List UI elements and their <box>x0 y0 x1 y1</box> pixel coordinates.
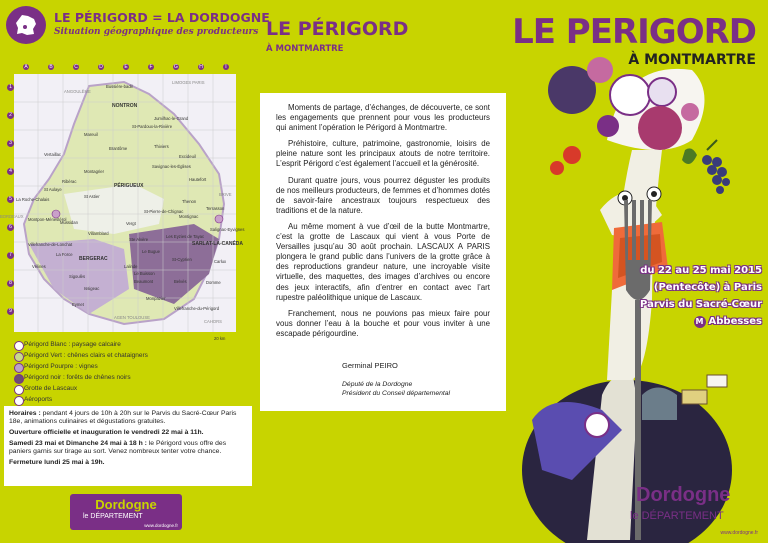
map-row-2: 2 <box>7 112 14 119</box>
legend-label: Grotte de Lascaux <box>24 385 78 392</box>
map-row-5: 5 <box>7 196 14 203</box>
map-label-villamblard: Villamblard <box>88 231 109 236</box>
map-column-b: B <box>49 64 53 70</box>
map-label-limoges: LIMOGES PARIS <box>172 80 205 85</box>
map-label-savignac: Savignac-les-Églises <box>152 164 191 169</box>
event-dates <box>640 262 762 330</box>
signature-role2: Président du Conseil départemental <box>342 390 451 397</box>
map-label-beaumont: Beaumont <box>134 279 154 284</box>
legend-swatch <box>14 396 24 406</box>
signature-name: Germinal PEIRO <box>342 361 398 370</box>
samedi-label: Samedi 23 mai et Dimanche 24 mai à 18 h : <box>9 440 147 447</box>
panel2-subtitle: À MONTMARTRE <box>266 44 344 54</box>
map-label-carlux: Carlux <box>214 259 227 264</box>
map-column-c: C <box>74 64 78 70</box>
map-label-thenon: Thenon <box>182 199 197 204</box>
map-label-villefranche-p: Villefranche-du-Périgord <box>174 306 220 311</box>
map-label-excideuil: Excideuil <box>179 154 196 159</box>
map-label-salignac: Salignac-Eyvignes <box>210 227 245 232</box>
fermeture-text: Fermeture lundi 25 mai à 19h. <box>9 459 105 466</box>
map-column-e: E <box>124 64 128 70</box>
map-label-terrasson: Terrasson <box>206 206 225 211</box>
map-label-la-force: La Force <box>56 252 73 257</box>
logo-sub: le DÉPARTEMENT <box>83 513 143 520</box>
map-label-monpazier: Monpazier <box>146 296 166 301</box>
panel3-title: LE PERIGORD <box>512 12 756 52</box>
legend-item <box>24 385 77 392</box>
map-label-mussidan: Mussidan <box>60 220 78 225</box>
map-label-roche-chalais: La Roche-Chalais <box>16 197 50 202</box>
map-column-g: G <box>174 64 178 70</box>
map-label-lalinde: Lalinde <box>124 264 138 269</box>
map-label-perigueux: PÉRIGUEUX <box>114 183 144 189</box>
map-column-f: F <box>149 64 153 70</box>
map-label-vertaillac: Vertaillac <box>44 152 61 157</box>
metro-line <box>640 313 762 330</box>
map-label-brantome: Brantôme <box>109 146 128 151</box>
dates-line: du 22 au 25 mai 2015 <box>640 265 762 276</box>
france-map-icon <box>6 6 46 44</box>
map-column-h: H <box>199 64 203 70</box>
map-row-8: 8 <box>7 280 14 287</box>
map-label-brive: BRIVE <box>219 192 232 197</box>
dordogne-logo-cover <box>624 480 764 538</box>
map-row-4: 4 <box>7 168 14 175</box>
map-row-9: 9 <box>7 308 14 315</box>
map-label-thiviers: Thiviers <box>154 144 169 149</box>
legend-swatch <box>14 374 24 384</box>
logo-url: www.dordogne.fr <box>720 530 758 536</box>
map-row-3: 3 <box>7 140 14 147</box>
map-label-angouleme: ANGOULÊME <box>64 89 91 94</box>
logo-name: Dordogne <box>636 484 731 506</box>
map-label-st-aulaye: St Aulaye <box>44 187 62 192</box>
letter-paragraph: Préhistoire, culture, patrimoine, gastronomie, loisirs de pleine nature sont les principaux atouts de notre territoire. L’esprit Périgord c’est également l’accueil et la générosité. <box>276 139 490 169</box>
map-label-velines: Vélines <box>32 264 46 269</box>
legend-label: Périgord noir : forêts de chênes noirs <box>24 374 131 381</box>
map-label-st-cyprien: St-Cyprien <box>172 257 192 262</box>
map-column-d: D <box>99 64 103 70</box>
legend-label: Périgord Vert : chênes clairs et chataigners <box>24 352 148 359</box>
map-label-cahors: CAHORS <box>204 319 222 324</box>
map-label-le-buisson: Le Buisson <box>134 271 155 276</box>
map-label-bergerac: BERGERAC <box>79 256 108 262</box>
logo-sub: le DÉPARTEMENT <box>630 510 724 522</box>
map-label-domme: Domme <box>206 280 221 285</box>
map-row-1: 1 <box>7 84 14 91</box>
map-label-bussiere: Bussière-badil <box>106 84 133 89</box>
logo-name: Dordogne <box>95 497 157 512</box>
legend-label: Périgord Pourpre : vignes <box>24 363 98 370</box>
map-label-st-astier: St Astier <box>84 194 100 199</box>
map-row-6: 6 <box>7 224 14 231</box>
samedi-text: le Périgord vous offre des paniers garnis sur tirage au sort. Venez nombreux tenter votre chance. <box>9 440 227 455</box>
map-panel <box>0 0 270 543</box>
map-label-riberac: Ribérac <box>62 179 77 184</box>
legend-item <box>24 352 148 359</box>
map-label-agen: AGEN TOULOUSE <box>114 315 150 320</box>
metro-station: Abbesses <box>708 316 762 327</box>
letter-body <box>276 103 490 345</box>
map-label-saint-pardoux: St-Pardoux-la-Rivière <box>132 124 173 129</box>
legend-item <box>24 396 52 403</box>
legend-label: Aéroports <box>24 396 53 403</box>
letter-paragraph: Durant quatre jours, vous pourrez déguster les produits de nos meilleurs producteurs, de femmes et d’hommes dotés de savoir-faire ancestraux toujours respectueux des traditions et de la nature. <box>276 175 490 215</box>
map-label-ste-alvere: Ste Alvère <box>129 237 149 242</box>
legend-swatch <box>14 341 24 351</box>
legend-item <box>24 363 98 370</box>
map-column-i: I <box>223 64 229 70</box>
legend-swatch <box>14 363 24 373</box>
map-label-le-bugue: Le Bugue <box>142 249 160 254</box>
map-label-montpon: Montpon-Ménestérol <box>28 217 67 222</box>
map-label-sigoules: Sigoulès <box>69 274 86 279</box>
map-label-scale: 20 km <box>214 336 226 341</box>
map-label-belves: Belvès <box>174 279 187 284</box>
map-label-issigeac: Issigeac <box>84 286 100 291</box>
map-row-7: 7 <box>7 252 14 259</box>
signature-role1: Député de la Dordogne <box>342 381 413 388</box>
map-column-a: A <box>24 64 28 70</box>
panel3-subtitle: À MONTMARTRE <box>628 52 756 68</box>
map-label-mareuil: Mareuil <box>84 132 98 137</box>
map-label-montignac: Montignac <box>179 214 199 219</box>
legend-item <box>24 374 131 381</box>
letter-paragraph: Franchement, nous ne pouvions pas mieux faire pour vous donner l’eau à la bouche et pour vous inviter à une escapade périgourdine. <box>276 308 490 338</box>
cover-panel <box>512 0 768 543</box>
letter-panel <box>256 0 512 543</box>
map-label-montagrier: Montagrier <box>84 169 105 174</box>
map-label-vergt: Vergt <box>126 221 136 226</box>
metro-icon: M <box>694 316 706 328</box>
horaires-label: Horaires : <box>9 410 41 417</box>
map-label-eymet: Eymet <box>72 302 84 307</box>
horaires-text: pendant 4 jours de 10h à 20h sur le Parvis du Sacré-Cœur Paris 18e, animations culinaires et dégustations gratuites. <box>9 410 237 425</box>
map-label-nontron: NONTRON <box>112 103 138 109</box>
panel1-title: LE PÉRIGORD = LA DORDOGNE <box>54 10 270 25</box>
map-label-hautefort: Hautefort <box>189 177 207 182</box>
map-label-st-pierre: St-Pierre-de-Chignac <box>144 209 184 214</box>
legend-item <box>24 341 121 348</box>
panel2-title: LE PÉRIGORD <box>266 18 409 40</box>
pentecote-line: (Pentecôte) à Paris <box>653 282 762 293</box>
ouverture-text: Ouverture officielle et inauguration le vendredi 22 mai à 11h. <box>9 429 204 436</box>
map-label-bordeaux: BORDEAUX <box>0 214 24 219</box>
dordogne-map <box>0 74 245 341</box>
letter-paragraph: Au même moment à vue d’œil de la butte Montmartre, c’est la grotte de Lascaux qui vient à vous Porte de Versailles jusqu’au 30 août prochain. LASCAUX A PARIS plongera le grand public dans l’univers de la grotte grâce à des reproductions grandeur nature, une incroyable visite virtuelle, des maquettes, des images d’archives ou encore des jeux interactifs, afin d’entrer en contact avec l’art rupestre paléolithique unique de Lascaux. <box>276 221 490 302</box>
map-label-sarlat: SARLAT-LA-CANÉDA <box>192 241 244 247</box>
letter-paragraph: Moments de partage, d’échanges, de découverte, ce sont les engagements que prennent pour vous les producteurs qui animent l’opération le Périgord à Montmartre. <box>276 103 490 133</box>
legend-swatch <box>14 352 24 362</box>
letter-box <box>260 93 506 411</box>
panel1-subtitle: Situation géographique des producteurs <box>54 27 259 37</box>
info-box <box>4 406 252 486</box>
logo-url: www.dordogne.fr <box>144 523 178 528</box>
legend-label: Périgord Blanc : paysage calcaire <box>24 341 121 348</box>
place-line: Parvis du Sacré-Cœur <box>640 299 762 310</box>
map-label-jumilhac: Jumilhac-le-Grand <box>154 116 189 121</box>
map-label-les-eyzies: Les Eyzies de Tayac <box>166 234 205 239</box>
legend-swatch <box>14 385 24 395</box>
signature-roles <box>342 380 450 398</box>
map-label-villefranche: Villefranche-de-Lonchat <box>28 242 73 247</box>
dordogne-logo <box>70 494 182 530</box>
